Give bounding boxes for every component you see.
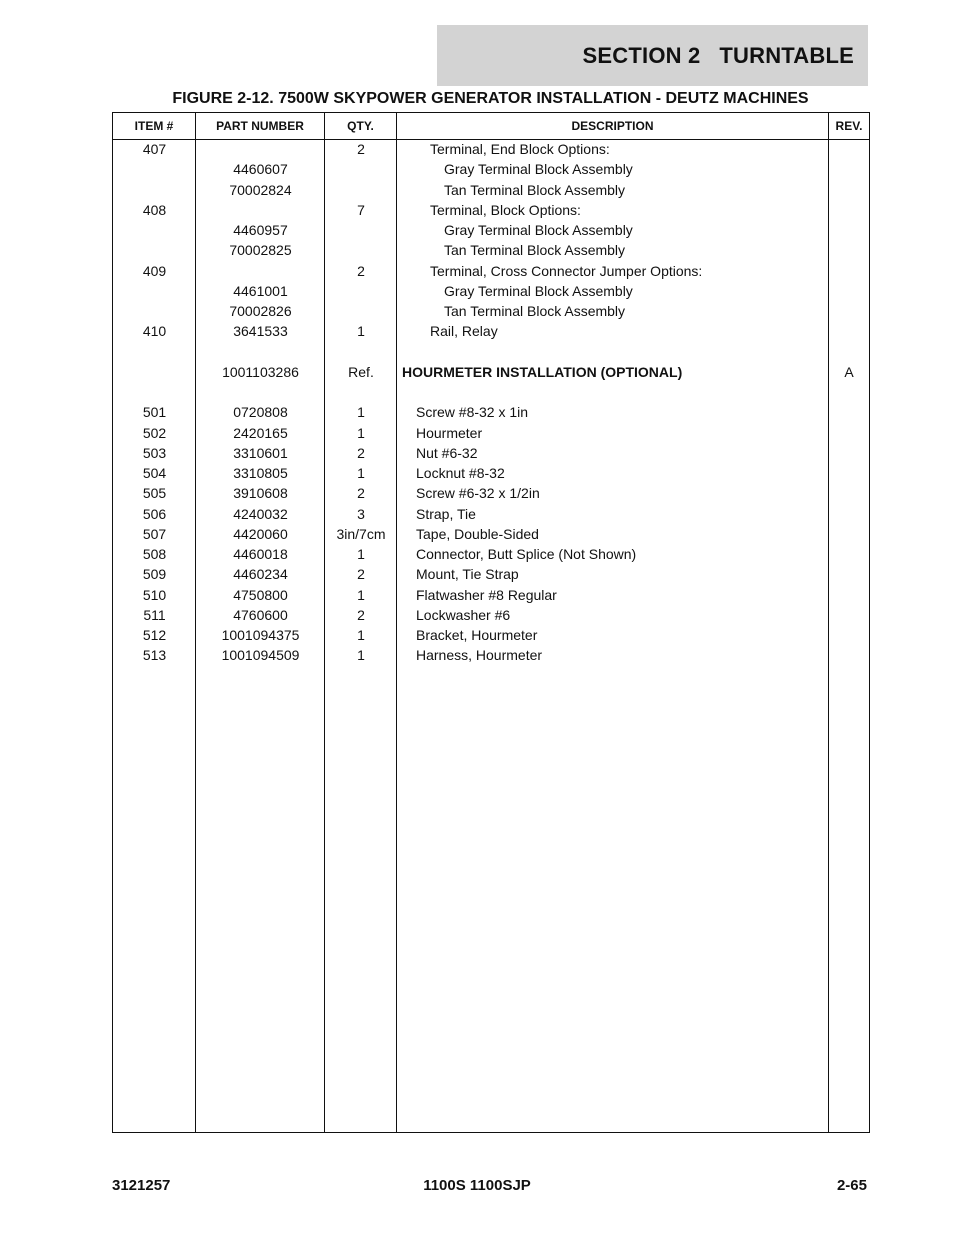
table-row xyxy=(113,545,869,565)
item-number: 409 xyxy=(142,262,167,279)
parts-table xyxy=(112,112,870,1133)
table-row xyxy=(113,241,869,261)
table-row xyxy=(113,444,869,464)
part-number: 1001094375 xyxy=(221,627,300,643)
description: Flatwasher #8 Regular xyxy=(416,586,557,603)
part-number: 4240032 xyxy=(233,505,288,522)
item-number: 508 xyxy=(142,546,167,562)
quantity: 1 xyxy=(357,404,365,421)
part-number: 4750800 xyxy=(233,586,288,603)
description: Screw #8-32 x 1in xyxy=(416,404,529,421)
table-row xyxy=(113,282,869,302)
header-qty: QTY. xyxy=(347,119,374,133)
section-title: SECTION 2 TURNTABLE xyxy=(582,42,854,68)
item-number: 504 xyxy=(142,465,167,481)
table-row xyxy=(113,160,869,180)
part-number: 4760600 xyxy=(233,606,288,623)
part-number: 4420060 xyxy=(233,525,288,542)
item-number: 502 xyxy=(142,424,167,441)
table-row xyxy=(113,464,869,484)
description: Gray Terminal Block Assembly xyxy=(444,222,633,238)
description: Tan Terminal Block Assembly xyxy=(444,303,626,319)
description: Hourmeter xyxy=(416,424,483,441)
description: Gray Terminal Block Assembly xyxy=(444,282,633,299)
item-number: 501 xyxy=(142,404,167,421)
item-number: 510 xyxy=(142,586,167,603)
header-item: ITEM # xyxy=(134,119,174,133)
quantity: 3in/7cm xyxy=(336,525,386,542)
part-number: 1001103286 xyxy=(222,363,299,380)
description: Screw #6-32 x 1/2in xyxy=(416,485,540,502)
quantity: 1 xyxy=(357,465,365,481)
description: Terminal, Cross Connector Jumper Options: xyxy=(430,262,703,279)
quantity: 1 xyxy=(357,424,365,441)
quantity: 1 xyxy=(357,323,365,340)
table-row xyxy=(113,363,869,383)
table-row xyxy=(113,322,869,342)
item-number: 513 xyxy=(142,647,167,664)
table-row xyxy=(113,525,869,545)
table-row xyxy=(113,646,869,666)
item-number: 407 xyxy=(142,141,167,157)
header-rev: REV. xyxy=(835,119,863,133)
part-number: 70002825 xyxy=(229,242,292,259)
quantity: 2 xyxy=(357,566,365,583)
revision: A xyxy=(844,363,854,380)
item-number: 512 xyxy=(142,627,167,643)
quantity: 1 xyxy=(357,647,365,664)
description: Harness, Hourmeter xyxy=(416,647,543,664)
table-row xyxy=(113,302,869,322)
table-row xyxy=(113,383,869,403)
item-number: 408 xyxy=(142,201,167,218)
table-row xyxy=(113,262,869,282)
table-row xyxy=(113,403,869,423)
description: Tape, Double-Sided xyxy=(416,525,539,542)
footer-models: 1100S 1100SJP xyxy=(423,1177,531,1194)
part-number: 3910608 xyxy=(233,485,288,502)
description: Lockwasher #6 xyxy=(416,606,511,623)
table-row xyxy=(113,221,869,241)
header-description: DESCRIPTION xyxy=(571,119,654,133)
item-number: 507 xyxy=(142,525,167,542)
description: Connector, Butt Splice (Not Shown) xyxy=(416,546,637,562)
description: Rail, Relay xyxy=(430,323,498,340)
table-row xyxy=(113,565,869,585)
quantity: Ref. xyxy=(348,363,374,380)
part-number: 4460957 xyxy=(233,222,288,238)
quantity: 2 xyxy=(357,606,365,623)
part-number: 4460234 xyxy=(233,566,288,583)
part-number: 3641533 xyxy=(233,323,288,340)
quantity: 2 xyxy=(357,141,365,157)
item-number: 509 xyxy=(142,566,167,583)
quantity: 7 xyxy=(357,201,365,218)
footer-page-number: 2-65 xyxy=(836,1177,867,1194)
quantity: 1 xyxy=(357,546,365,562)
description: Nut #6-32 xyxy=(416,444,478,461)
item-number: 506 xyxy=(142,505,167,522)
table-row xyxy=(113,626,869,646)
table-row xyxy=(113,484,869,504)
part-number: 3310601 xyxy=(233,444,288,461)
part-number: 2420165 xyxy=(233,424,288,441)
footer-doc-number: 3121257 xyxy=(112,1177,171,1194)
description: Tan Terminal Block Assembly xyxy=(444,242,626,259)
quantity: 2 xyxy=(357,262,365,279)
part-number: 0720808 xyxy=(233,404,288,421)
description: Tan Terminal Block Assembly xyxy=(444,181,626,198)
part-number: 70002826 xyxy=(229,303,292,319)
part-number: 1001094509 xyxy=(221,647,300,664)
description: Strap, Tie xyxy=(416,505,476,522)
description: Terminal, End Block Options: xyxy=(430,141,610,157)
table-row xyxy=(113,343,869,363)
table-row xyxy=(113,586,869,606)
part-number: 3310805 xyxy=(233,465,288,481)
table-row xyxy=(113,201,869,221)
quantity: 3 xyxy=(357,505,365,522)
description: HOURMETER INSTALLATION (OPTIONAL) xyxy=(402,363,683,380)
table-row xyxy=(113,424,869,444)
figure-title: FIGURE 2-12. 7500W SKYPOWER GENERATOR INSTALLATION - DEUTZ MACHINES xyxy=(172,90,809,107)
item-number: 410 xyxy=(142,323,167,340)
quantity: 2 xyxy=(357,444,365,461)
item-number: 503 xyxy=(142,444,167,461)
section-header xyxy=(437,25,868,86)
description: Locknut #8-32 xyxy=(416,465,505,481)
table-header xyxy=(113,113,869,140)
part-number: 4461001 xyxy=(233,282,288,299)
description: Mount, Tie Strap xyxy=(416,566,519,583)
table-row xyxy=(113,606,869,626)
description: Bracket, Hourmeter xyxy=(416,627,538,643)
part-number: 4460607 xyxy=(233,161,288,178)
part-number: 70002824 xyxy=(229,181,292,198)
quantity: 1 xyxy=(357,627,365,643)
description: Terminal, Block Options: xyxy=(430,201,581,218)
table-row xyxy=(113,140,869,160)
quantity: 2 xyxy=(357,485,365,502)
description: Gray Terminal Block Assembly xyxy=(444,161,633,178)
item-number: 511 xyxy=(143,606,166,623)
table-row xyxy=(113,505,869,525)
item-number: 505 xyxy=(142,485,167,502)
table-row xyxy=(113,181,869,201)
quantity: 1 xyxy=(357,586,365,603)
table-body xyxy=(113,140,869,667)
part-number: 4460018 xyxy=(233,546,288,562)
header-part-number: PART NUMBER xyxy=(216,119,304,133)
